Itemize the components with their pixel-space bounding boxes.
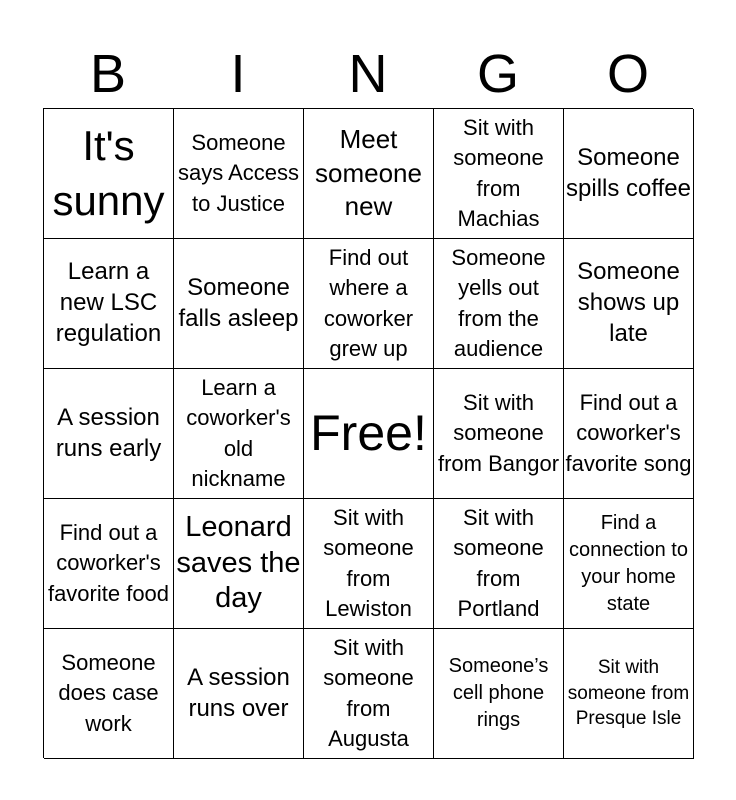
cell-text: Someone spills coffee (566, 143, 691, 202)
cell-text: Learn a coworker's old nickname (186, 374, 291, 491)
cell-text: Find a connection to your home state (569, 511, 688, 615)
bingo-cell-r1c5 (564, 109, 694, 239)
header-letter-i: I (230, 44, 246, 104)
bingo-cell-r2c3 (304, 239, 434, 369)
header-letter-n: N (348, 44, 388, 104)
bingo-cell-r4c2 (174, 499, 304, 629)
cell-text: Sit with someone from Presque Isle (567, 657, 690, 730)
free-space-text: Free! (310, 405, 427, 462)
header-letter-b: B (89, 44, 127, 104)
bingo-grid (43, 108, 693, 758)
bingo-cell-r2c4 (434, 239, 564, 369)
bingo-cell-r5c2 (174, 629, 304, 759)
bingo-cell-r1c4 (434, 109, 564, 239)
cell-text: Someone falls asleep (178, 273, 299, 332)
cell-text: Sit with someone from Portland (453, 504, 544, 621)
bingo-cell-r1c2 (174, 109, 304, 239)
bingo-cell-r3c5 (564, 369, 694, 499)
cell-text: Meet someone new (315, 123, 422, 222)
header-letter-g: G (476, 44, 519, 104)
bingo-cell-r5c4 (434, 629, 564, 759)
bingo-cell-r4c1 (44, 499, 174, 629)
cell-text: Someone says Access to Justice (177, 129, 300, 216)
cell-text: Find out a coworker's favorite food (47, 519, 170, 606)
cell-text: Sit with someone from Augusta (323, 634, 414, 751)
bingo-cell-r1c3 (304, 109, 434, 239)
cell-text: A session runs early (55, 403, 162, 462)
bingo-cell-r5c3 (304, 629, 434, 759)
bingo-cell-r5c5 (564, 629, 694, 759)
cell-text: Learn a new LSC regulation (55, 258, 162, 347)
cell-text: Someone shows up late (577, 258, 680, 347)
bingo-cell-r3c4 (434, 369, 564, 499)
bingo-cell-r1c1 (44, 109, 174, 239)
cell-text: Sit with someone from Machias (453, 114, 544, 231)
cell-text: Leonard saves the day (176, 511, 301, 615)
bingo-header (43, 40, 693, 108)
bingo-cell-r2c2 (174, 239, 304, 369)
cell-text: A session runs over (187, 663, 290, 722)
header-letter-o: O (606, 44, 649, 104)
bingo-cell-r2c5 (564, 239, 694, 369)
cell-text: Find out where a coworker grew up (323, 244, 414, 361)
cell-text: Sit with someone from Lewiston (323, 504, 414, 621)
bingo-cell-r4c3 (304, 499, 434, 629)
bingo-cell-r3c2 (174, 369, 304, 499)
cell-text: Sit with someone from Bangor (437, 389, 560, 476)
bingo-cell-free (304, 369, 434, 499)
cell-text: Find out a coworker's favorite song (565, 389, 692, 476)
bingo-cell-r2c1 (44, 239, 174, 369)
bingo-cell-r3c1 (44, 369, 174, 499)
cell-text: Someone does case work (58, 649, 159, 736)
cell-text: It's sunny (52, 121, 165, 224)
cell-text: Someone yells out from the audience (451, 244, 546, 361)
cell-text: Someone’s cell phone rings (448, 655, 549, 731)
bingo-cell-r5c1 (44, 629, 174, 759)
bingo-cell-r4c5 (564, 499, 694, 629)
bingo-cell-r4c4 (434, 499, 564, 629)
